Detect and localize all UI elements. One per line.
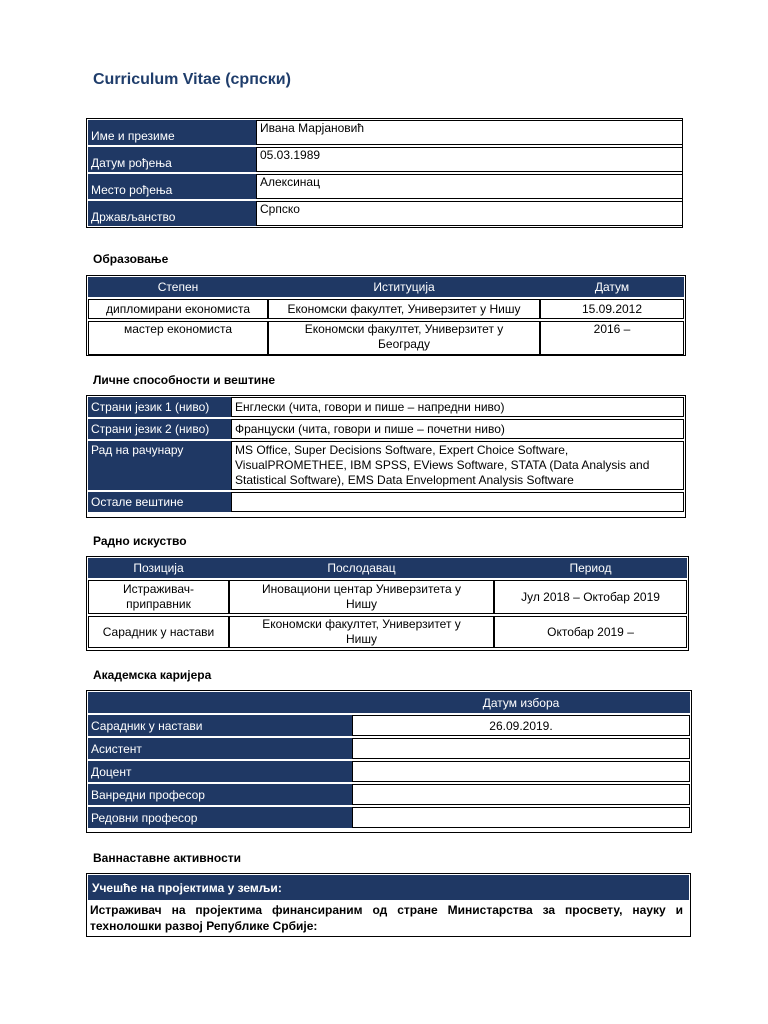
period-cell: Јул 2018 – Октобар 2019 bbox=[494, 580, 687, 614]
rank-date bbox=[352, 784, 690, 805]
personal-row bbox=[88, 120, 683, 145]
skill-row bbox=[88, 492, 684, 512]
personal-value: Ивана Марјановић bbox=[256, 120, 683, 145]
academic-row bbox=[88, 715, 690, 736]
rank-date: 26.09.2019. bbox=[352, 715, 690, 736]
extra-text: Истраживач на пројектима финансираним од стране Министарства за просвету, науку и технолошки развој Републике Србије: bbox=[90, 903, 683, 933]
extra-subheading: Учешће на пројектима у земљи: bbox=[88, 875, 689, 900]
skill-value: Енглески (чита, говори и пише – напредни ниво) bbox=[231, 397, 684, 417]
personal-row bbox=[88, 174, 683, 199]
date-cell: 2016 – bbox=[540, 321, 684, 355]
skill-label: Страни језик 2 (ниво) bbox=[88, 419, 231, 439]
academic-row bbox=[88, 761, 690, 782]
rank-label: Ванредни професор bbox=[88, 784, 352, 805]
extra-heading: Ваннаставне активности bbox=[93, 851, 242, 865]
work-table bbox=[88, 556, 687, 650]
academic-row bbox=[88, 738, 690, 759]
personal-value: 05.03.1989 bbox=[256, 147, 683, 172]
work-row bbox=[88, 580, 687, 614]
rank-label: Сарадник у настави bbox=[88, 715, 352, 736]
rank-label: Доцент bbox=[88, 761, 352, 782]
position-cell: Сарадник у настави bbox=[88, 616, 229, 648]
column-header: Датум избора bbox=[352, 692, 690, 713]
employer-cell: Иновациони центар Универзитета у Нишу bbox=[229, 580, 494, 614]
page-title: Curriculum Vitae (српски) bbox=[93, 71, 291, 88]
column-header: Период bbox=[494, 558, 687, 578]
skill-label: Страни језик 1 (ниво) bbox=[88, 397, 231, 417]
personal-row bbox=[88, 147, 683, 172]
rank-label: Редовни професор bbox=[88, 807, 352, 828]
education-row bbox=[88, 321, 684, 355]
skill-row bbox=[88, 419, 684, 439]
academic-heading: Академска каријера bbox=[93, 668, 212, 682]
personal-row bbox=[88, 201, 683, 226]
degree-cell: дипломирани економиста bbox=[88, 299, 268, 319]
personal-label: Име и презиме bbox=[88, 120, 256, 145]
rank-label: Асистент bbox=[88, 738, 352, 759]
academic-row bbox=[88, 784, 690, 805]
rank-date bbox=[352, 807, 690, 828]
skill-value: MS Office, Super Decisions Software, Expert Choice Software, VisualPROMETHEE, IBM SPSS, EViews Software, STATA (Data Analysis and Statistical Software), EMS Data Envelopment Analysis Software bbox=[231, 441, 684, 490]
work-row bbox=[88, 616, 687, 648]
work-heading: Радно искуство bbox=[93, 534, 187, 548]
empty-header bbox=[88, 692, 352, 713]
column-header: Послодавац bbox=[229, 558, 494, 578]
institution-cell: Економски факултет, Универзитет у Нишу bbox=[268, 299, 540, 319]
education-header-row bbox=[88, 277, 684, 297]
skill-value bbox=[231, 492, 684, 512]
column-header: Позиција bbox=[88, 558, 229, 578]
academic-table bbox=[88, 690, 690, 830]
rank-date bbox=[352, 761, 690, 782]
degree-cell: мастер економиста bbox=[88, 321, 268, 355]
date-cell: 15.09.2012 bbox=[540, 299, 684, 319]
column-header: Степен bbox=[88, 277, 268, 297]
skill-label: Рад на рачунару bbox=[88, 441, 231, 490]
education-table bbox=[88, 275, 684, 357]
period-cell: Октобар 2019 – bbox=[494, 616, 687, 648]
personal-label: Држављанство bbox=[88, 201, 256, 226]
personal-value: Српско bbox=[256, 201, 683, 226]
education-heading: Образовање bbox=[93, 252, 169, 266]
skill-row bbox=[88, 441, 684, 490]
work-header-row bbox=[88, 558, 687, 578]
column-header: Датум bbox=[540, 277, 684, 297]
rank-date bbox=[352, 738, 690, 759]
skill-row bbox=[88, 397, 684, 417]
skills-heading: Личне способности и вештине bbox=[93, 373, 275, 387]
position-cell: Истраживач-приправник bbox=[88, 580, 229, 614]
personal-info-table bbox=[88, 118, 683, 228]
academic-row bbox=[88, 807, 690, 828]
academic-header-row bbox=[88, 692, 690, 713]
personal-value: Алексинац bbox=[256, 174, 683, 199]
personal-label: Датум рођења bbox=[88, 147, 256, 172]
skills-table bbox=[88, 395, 684, 514]
employer-cell: Економски факултет, Универзитет у Нишу bbox=[229, 616, 494, 648]
personal-label: Место рођења bbox=[88, 174, 256, 199]
column-header: Иституција bbox=[268, 277, 540, 297]
skill-label: Остале вештине bbox=[88, 492, 231, 512]
skill-value: Француски (чита, говори и пише – почетни ниво) bbox=[231, 419, 684, 439]
education-row bbox=[88, 299, 684, 319]
institution-cell: Економски факултет, Универзитет у Београду bbox=[268, 321, 540, 355]
